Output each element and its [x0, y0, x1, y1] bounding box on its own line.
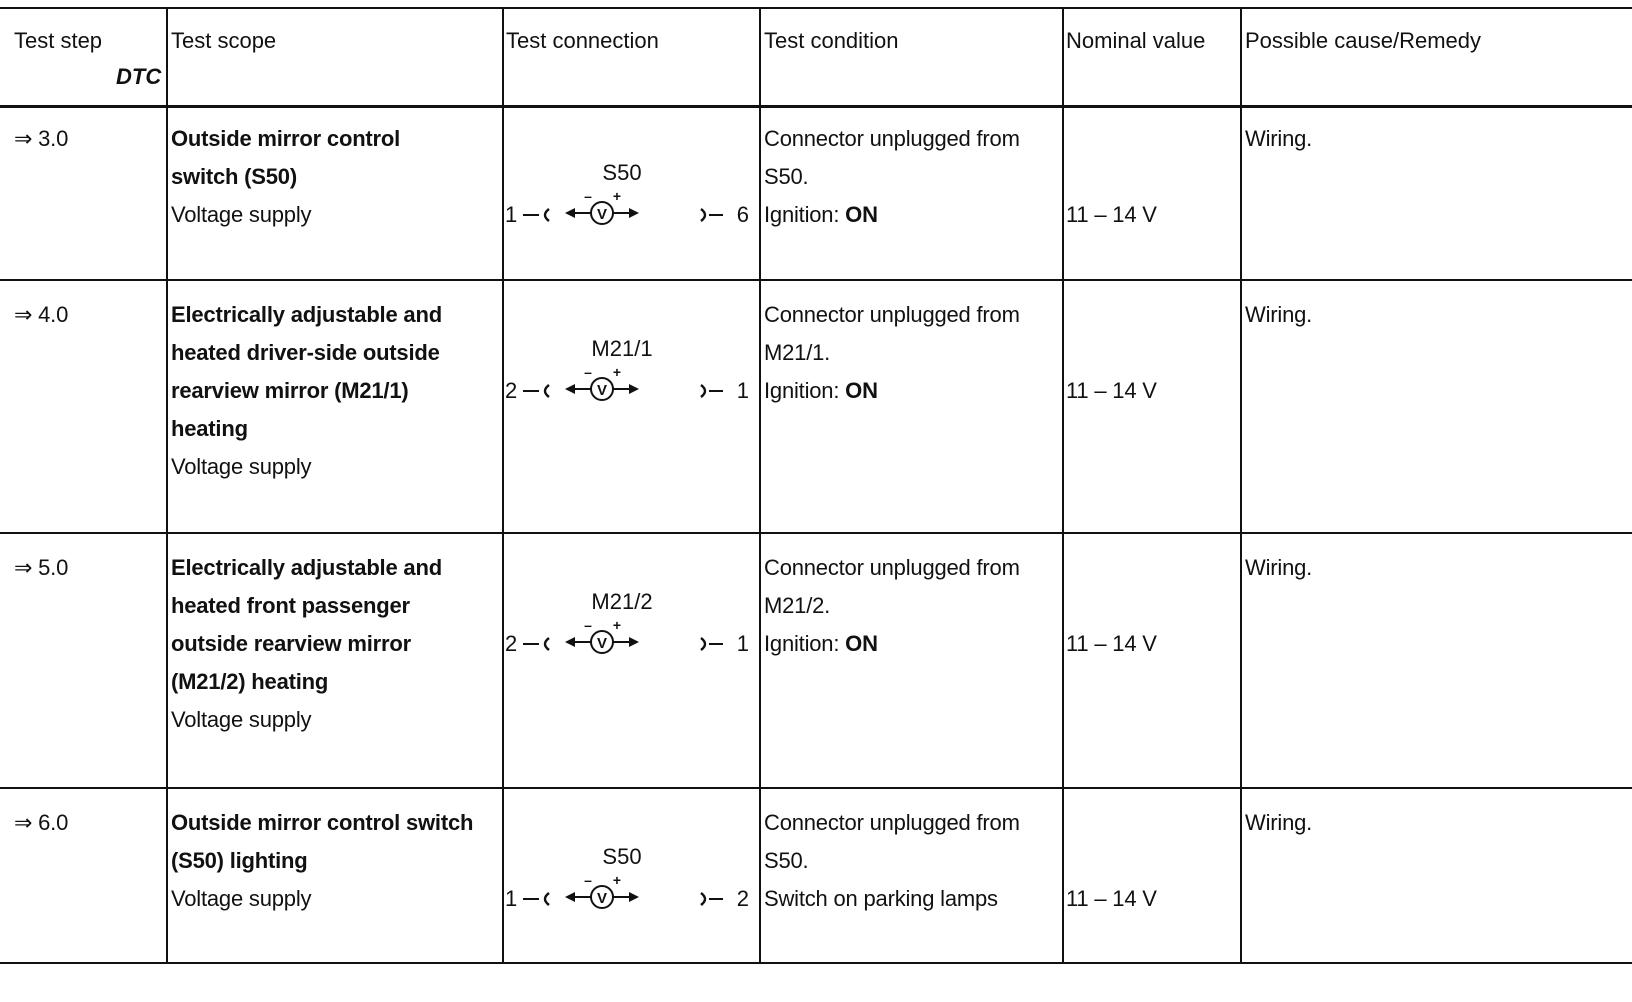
- test-condition-ignition: [764, 196, 878, 234]
- test-scope-title-line: Outside mirror control: [171, 126, 401, 151]
- left-connector-socket: [545, 209, 549, 221]
- arrow-right-icon: [629, 208, 639, 218]
- pin-left-number: 1: [505, 202, 518, 227]
- polarity-plus: +: [612, 188, 622, 204]
- col-divider-5: [1240, 7, 1242, 964]
- test-scope-title-line: Outside mirror control switch: [171, 810, 474, 835]
- pin-left-number: 2: [505, 378, 518, 403]
- right-connector-socket: [701, 385, 705, 397]
- test-scope-title-line: (M21/2) heating: [171, 669, 329, 694]
- ignition-label: Ignition:: [764, 378, 846, 403]
- row-1-bottom-rule: [0, 279, 1632, 281]
- header-nominal-value: Nominal value: [1066, 28, 1206, 53]
- polarity-minus: –: [584, 188, 592, 204]
- row-3-bottom-rule: [0, 787, 1632, 789]
- ignition-label: Ignition:: [764, 631, 846, 656]
- arrow-right-icon: [629, 384, 639, 394]
- polarity-plus: +: [612, 872, 622, 888]
- test-step-number: ⇒ 4.0: [14, 302, 69, 327]
- test-connection-diagram: [505, 587, 753, 747]
- voltmeter-symbol: V: [596, 382, 608, 399]
- test-condition-ignition: [764, 372, 878, 410]
- test-condition-line: M21/1.: [764, 340, 831, 365]
- polarity-plus: +: [612, 617, 622, 633]
- arrow-right-icon: [629, 637, 639, 647]
- nominal-value: 11 – 14 V: [1066, 631, 1157, 656]
- possible-cause: Wiring.: [1245, 555, 1313, 580]
- test-condition-line: M21/2.: [764, 593, 831, 618]
- right-connector-socket: [701, 638, 705, 650]
- voltmeter-icon: [505, 188, 753, 238]
- possible-cause: Wiring.: [1245, 126, 1313, 151]
- polarity-minus: –: [584, 617, 592, 633]
- header-possible-cause: Possible cause/Remedy: [1245, 28, 1482, 53]
- component-label: S50: [602, 160, 642, 185]
- test-step-number: ⇒ 3.0: [14, 126, 69, 151]
- ignition-value: ON: [845, 202, 878, 227]
- right-connector-socket: [701, 893, 705, 905]
- test-scope-title-line: outside rearview mirror: [171, 631, 411, 656]
- pin-left-number: 2: [505, 631, 518, 656]
- test-condition-ignition: [764, 625, 878, 663]
- component-label: M21/2: [591, 589, 653, 614]
- row-2-bottom-rule: [0, 532, 1632, 534]
- header-test-step: Test step: [14, 28, 103, 53]
- voltmeter-symbol: V: [596, 635, 608, 652]
- col-divider-2: [502, 7, 504, 964]
- test-condition-line: Switch on parking lamps: [764, 886, 998, 911]
- pin-right-number: 1: [736, 631, 749, 656]
- pin-right-number: 1: [736, 378, 749, 403]
- component-label: M21/1: [591, 336, 653, 361]
- left-connector-socket: [545, 893, 549, 905]
- test-step-number: ⇒ 5.0: [14, 555, 69, 580]
- test-scope-title-line: switch (S50): [171, 164, 297, 189]
- arrow-left-icon: [565, 384, 575, 394]
- possible-cause: Wiring.: [1245, 810, 1313, 835]
- ignition-value: ON: [845, 378, 878, 403]
- test-connection-diagram: [505, 842, 753, 1002]
- nominal-value: 11 – 14 V: [1066, 202, 1157, 227]
- header-bottom-rule: [0, 105, 1632, 108]
- test-scope-title-line: Electrically adjustable and: [171, 555, 442, 580]
- test-condition-line: Connector unplugged from: [764, 126, 1020, 151]
- left-connector-socket: [545, 638, 549, 650]
- arrow-left-icon: [565, 637, 575, 647]
- col-divider-3: [759, 7, 761, 964]
- test-scope-title-line: rearview mirror (M21/1): [171, 378, 409, 403]
- polarity-minus: –: [584, 872, 592, 888]
- test-scope-title-line: heating: [171, 416, 248, 441]
- table-bottom-rule: [0, 962, 1632, 964]
- polarity-minus: –: [584, 364, 592, 380]
- col-divider-4: [1062, 7, 1064, 964]
- test-scope-subtitle: Voltage supply: [171, 202, 312, 227]
- nominal-value: 11 – 14 V: [1066, 886, 1157, 911]
- voltmeter-icon: [505, 872, 753, 922]
- test-connection-diagram: [505, 158, 753, 318]
- nominal-value: 11 – 14 V: [1066, 378, 1157, 403]
- right-connector-socket: [701, 209, 705, 221]
- test-scope-subtitle: Voltage supply: [171, 886, 312, 911]
- voltmeter-icon: [505, 617, 753, 667]
- test-scope-title-line: (S50) lighting: [171, 848, 308, 873]
- voltmeter-icon: [505, 364, 753, 414]
- ignition-value: ON: [845, 631, 878, 656]
- pin-left-number: 1: [505, 886, 518, 911]
- pin-right-number: 6: [736, 202, 749, 227]
- polarity-plus: +: [612, 364, 622, 380]
- test-condition-line: Connector unplugged from: [764, 555, 1020, 580]
- voltmeter-symbol: V: [596, 206, 608, 223]
- col-divider-1: [166, 7, 168, 964]
- test-condition-line: S50.: [764, 164, 809, 189]
- test-scope-subtitle: Voltage supply: [171, 454, 312, 479]
- left-connector-socket: [545, 385, 549, 397]
- test-connection-diagram: [505, 334, 753, 494]
- test-condition-line: Connector unplugged from: [764, 302, 1020, 327]
- arrow-right-icon: [629, 892, 639, 902]
- header-test-scope: Test scope: [171, 28, 277, 53]
- arrow-left-icon: [565, 208, 575, 218]
- header-dtc: DTC: [116, 64, 162, 89]
- ignition-label: Ignition:: [764, 202, 846, 227]
- component-label: S50: [602, 844, 642, 869]
- test-scope-title-line: heated front passenger: [171, 593, 410, 618]
- voltmeter-symbol: V: [596, 890, 608, 907]
- pin-right-number: 2: [736, 886, 749, 911]
- test-scope-title-line: heated driver-side outside: [171, 340, 440, 365]
- test-scope-subtitle: Voltage supply: [171, 707, 312, 732]
- test-step-number: ⇒ 6.0: [14, 810, 69, 835]
- header-test-condition: Test condition: [764, 28, 899, 53]
- possible-cause: Wiring.: [1245, 302, 1313, 327]
- test-scope-title-line: Electrically adjustable and: [171, 302, 442, 327]
- arrow-left-icon: [565, 892, 575, 902]
- table-top-rule: [0, 7, 1632, 9]
- test-condition-line: Connector unplugged from: [764, 810, 1020, 835]
- test-condition-line: S50.: [764, 848, 809, 873]
- header-test-connection: Test connection: [506, 28, 659, 53]
